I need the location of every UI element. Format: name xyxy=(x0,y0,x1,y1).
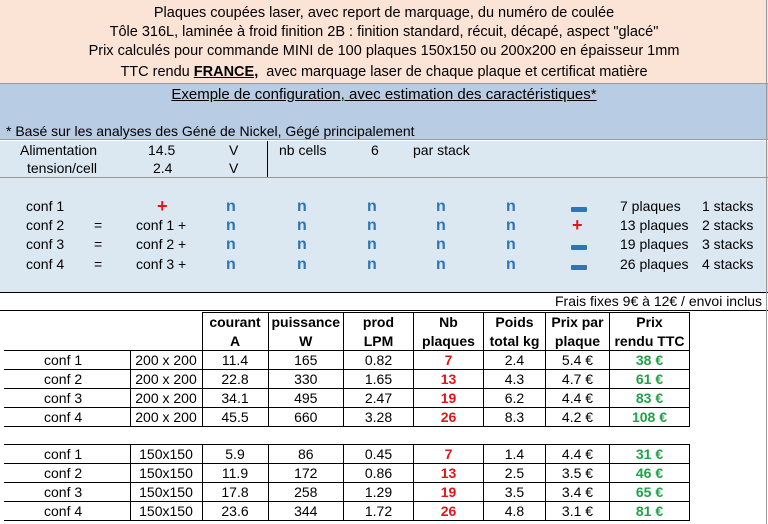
column-header: Poids xyxy=(483,313,545,332)
header-line-3: Prix calculés pour commande MINI de 100 plaques 150x150 ou 200x200 en épaisseur 1mm xyxy=(88,43,680,59)
value-cell: 13 xyxy=(413,464,483,483)
value-cell: 495 xyxy=(268,389,343,408)
nbcells-label: nb cells xyxy=(279,142,327,158)
value-cell: 23.6 xyxy=(202,502,268,521)
table-row xyxy=(4,408,689,427)
value-cell: 65 € xyxy=(609,483,689,502)
n-glyph: n xyxy=(436,217,446,234)
minus-icon xyxy=(571,207,587,212)
value-cell: 19 xyxy=(413,389,483,408)
value-cell: 19 xyxy=(413,483,483,502)
config-name: conf 4 xyxy=(26,256,65,272)
column-header: prod xyxy=(343,313,413,332)
column-header: Nb xyxy=(413,313,483,332)
header-line-2: Tôle 316L, laminée à froid finition 2B : finition standard, récuit, décapé, aspect "glacé" xyxy=(109,24,659,40)
config-base: conf 3 + xyxy=(136,256,187,272)
value-cell: 17.8 xyxy=(202,483,268,502)
value-cell: 258 xyxy=(268,483,343,502)
row-label: conf 2 xyxy=(4,464,130,483)
value-cell: 172 xyxy=(268,464,343,483)
minus-icon xyxy=(571,245,587,250)
tension-unit: V xyxy=(229,160,239,176)
plus-icon: + xyxy=(157,196,168,216)
config-plaques: 26 plaques xyxy=(620,256,689,272)
value-cell: 1.72 xyxy=(343,502,413,521)
value-cell: 46 € xyxy=(609,464,689,483)
config-base: conf 2 + xyxy=(136,236,187,252)
column-header: courant xyxy=(202,313,268,332)
plus-icon: + xyxy=(572,215,583,235)
value-cell: 3.5 € xyxy=(545,464,609,483)
config-stacks: 3 stacks xyxy=(702,236,754,252)
column-header: plaque xyxy=(545,332,609,351)
value-cell: 3.4 € xyxy=(545,483,609,502)
value-cell: 7 xyxy=(413,351,483,370)
value-cell: 0.86 xyxy=(343,464,413,483)
n-glyph: n xyxy=(506,236,516,253)
header-line-4-suffix: avec marquage laser de chaque plaque et certificat matière xyxy=(258,64,648,80)
header-empty-cell xyxy=(4,313,130,332)
header-empty-cell xyxy=(130,332,202,351)
column-header: total kg xyxy=(483,332,545,351)
n-glyph: n xyxy=(436,256,446,273)
table-row xyxy=(4,370,689,389)
size-cell: 150x150 xyxy=(130,464,202,483)
value-cell: 13 xyxy=(413,370,483,389)
nbcells-value: 6 xyxy=(371,142,379,158)
header-line-4 xyxy=(0,64,768,80)
config-stacks: 1 stacks xyxy=(702,198,754,214)
value-cell: 38 € xyxy=(609,351,689,370)
column-header: A xyxy=(202,332,268,351)
config-name: conf 3 xyxy=(26,236,65,252)
table-row xyxy=(4,502,689,521)
header-row-top xyxy=(4,313,689,332)
value-cell: 1.29 xyxy=(343,483,413,502)
value-cell: 2.5 xyxy=(483,464,545,483)
n-glyph: n xyxy=(226,217,236,234)
value-cell: 4.4 € xyxy=(545,445,609,464)
table-row xyxy=(4,464,689,483)
size-cell: 150x150 xyxy=(130,445,202,464)
value-cell: 108 € xyxy=(609,408,689,427)
size-cell: 200 x 200 xyxy=(130,351,202,370)
value-cell: 83 € xyxy=(609,389,689,408)
value-cell: 4.7 € xyxy=(545,370,609,389)
n-glyph: n xyxy=(226,256,236,273)
value-cell: 11.4 xyxy=(202,351,268,370)
n-glyph: n xyxy=(297,236,307,253)
tension-value: 2.4 xyxy=(153,160,173,176)
config-equals: = xyxy=(94,217,103,233)
n-glyph: n xyxy=(297,256,307,273)
value-cell: 0.45 xyxy=(343,445,413,464)
spacer-row xyxy=(4,427,689,445)
value-cell: 4.2 € xyxy=(545,408,609,427)
config-plaques: 13 plaques xyxy=(620,217,689,233)
value-cell: 2.4 xyxy=(483,351,545,370)
value-cell: 7 xyxy=(413,445,483,464)
value-cell: 3.1 € xyxy=(545,502,609,521)
value-cell: 31 € xyxy=(609,445,689,464)
size-cell: 150x150 xyxy=(130,483,202,502)
row-label: conf 4 xyxy=(4,408,130,427)
spacer-cell xyxy=(4,427,689,445)
n-glyph: n xyxy=(436,236,446,253)
value-cell: 26 xyxy=(413,502,483,521)
header-line-1: Plaques coupées laser, avec report de marquage, du numéro de coulée xyxy=(153,5,615,21)
value-cell: 2.47 xyxy=(343,389,413,408)
alimentation-value: 14.5 xyxy=(148,142,176,158)
nbcells-unit: par stack xyxy=(413,142,470,158)
header-empty-cell xyxy=(130,313,202,332)
value-cell: 0.82 xyxy=(343,351,413,370)
header-line-4-prefix: TTC rendu xyxy=(120,64,194,80)
value-cell: 8.3 xyxy=(483,408,545,427)
frais-text: Frais fixes 9€ à 12€ / envoi inclus xyxy=(555,293,762,309)
value-cell: 45.5 xyxy=(202,408,268,427)
footnote: * Basé sur les analyses des Géné de Nickel, Gégé principalement xyxy=(6,123,415,139)
value-cell: 81 € xyxy=(609,502,689,521)
n-glyph: n xyxy=(297,198,307,215)
tension-label: tension/cell xyxy=(27,160,98,176)
column-header: Prix xyxy=(609,313,689,332)
value-cell: 5.9 xyxy=(202,445,268,464)
n-glyph: n xyxy=(367,236,377,253)
column-header: LPM xyxy=(343,332,413,351)
value-cell: 4.8 xyxy=(483,502,545,521)
value-cell: 1.4 xyxy=(483,445,545,464)
n-glyph: n xyxy=(436,198,446,215)
table-row xyxy=(4,483,689,502)
value-cell: 344 xyxy=(268,502,343,521)
value-cell: 3.5 xyxy=(483,483,545,502)
n-glyph: n xyxy=(367,217,377,234)
config-equals: = xyxy=(94,236,103,252)
value-cell: 5.4 € xyxy=(545,351,609,370)
table-row xyxy=(4,389,689,408)
n-glyph: n xyxy=(506,217,516,234)
config-banner-text: Exemple de configuration, avec estimation des caractéristiques* xyxy=(171,86,597,103)
n-glyph: n xyxy=(506,256,516,273)
value-cell: 1.65 xyxy=(343,370,413,389)
config-banner xyxy=(0,86,768,103)
minus-icon xyxy=(571,265,587,270)
value-cell: 61 € xyxy=(609,370,689,389)
config-equals: = xyxy=(94,256,103,272)
row-label: conf 1 xyxy=(4,445,130,464)
header-row-bottom xyxy=(4,332,689,351)
header-empty-cell xyxy=(4,332,130,351)
alimentation-label: Alimentation xyxy=(20,142,98,158)
size-cell: 150x150 xyxy=(130,502,202,521)
sheet-right-border xyxy=(766,0,767,524)
value-cell: 6.2 xyxy=(483,389,545,408)
config-plaques: 7 plaques xyxy=(620,198,681,214)
config-block xyxy=(0,177,768,292)
value-cell: 86 xyxy=(268,445,343,464)
value-cell: 165 xyxy=(268,351,343,370)
row-label: conf 2 xyxy=(4,370,130,389)
config-name: conf 2 xyxy=(26,217,65,233)
value-cell: 22.8 xyxy=(202,370,268,389)
row-label: conf 3 xyxy=(4,389,130,408)
column-header: Prix par xyxy=(545,313,609,332)
n-glyph: n xyxy=(367,256,377,273)
size-cell: 200 x 200 xyxy=(130,370,202,389)
n-glyph: n xyxy=(226,236,236,253)
value-cell: 11.9 xyxy=(202,464,268,483)
value-cell: 3.28 xyxy=(343,408,413,427)
table-row xyxy=(4,351,689,370)
alimentation-unit: V xyxy=(229,142,239,158)
n-glyph: n xyxy=(367,198,377,215)
column-header: W xyxy=(268,332,343,351)
value-cell: 660 xyxy=(268,408,343,427)
row-label: conf 4 xyxy=(4,502,130,521)
n-glyph: n xyxy=(506,198,516,215)
size-cell: 200 x 200 xyxy=(130,408,202,427)
results-table xyxy=(4,312,690,521)
config-base: conf 1 + xyxy=(136,217,187,233)
value-cell: 34.1 xyxy=(202,389,268,408)
config-plaques: 19 plaques xyxy=(620,236,689,252)
value-cell: 26 xyxy=(413,408,483,427)
n-glyph: n xyxy=(297,217,307,234)
column-header: plaques xyxy=(413,332,483,351)
row-label: conf 3 xyxy=(4,483,130,502)
value-cell: 4.3 xyxy=(483,370,545,389)
config-stacks: 2 stacks xyxy=(702,217,754,233)
value-cell: 330 xyxy=(268,370,343,389)
config-stacks: 4 stacks xyxy=(702,256,754,272)
column-header: rendu TTC xyxy=(609,332,689,351)
row-label: conf 1 xyxy=(4,351,130,370)
size-cell: 200 x 200 xyxy=(130,389,202,408)
value-cell: 4.4 € xyxy=(545,389,609,408)
n-glyph: n xyxy=(226,198,236,215)
header-line-4-bold: FRANCE, xyxy=(193,64,259,80)
table-row xyxy=(4,445,689,464)
column-header: puissance xyxy=(268,313,343,332)
config-name: conf 1 xyxy=(26,198,65,214)
